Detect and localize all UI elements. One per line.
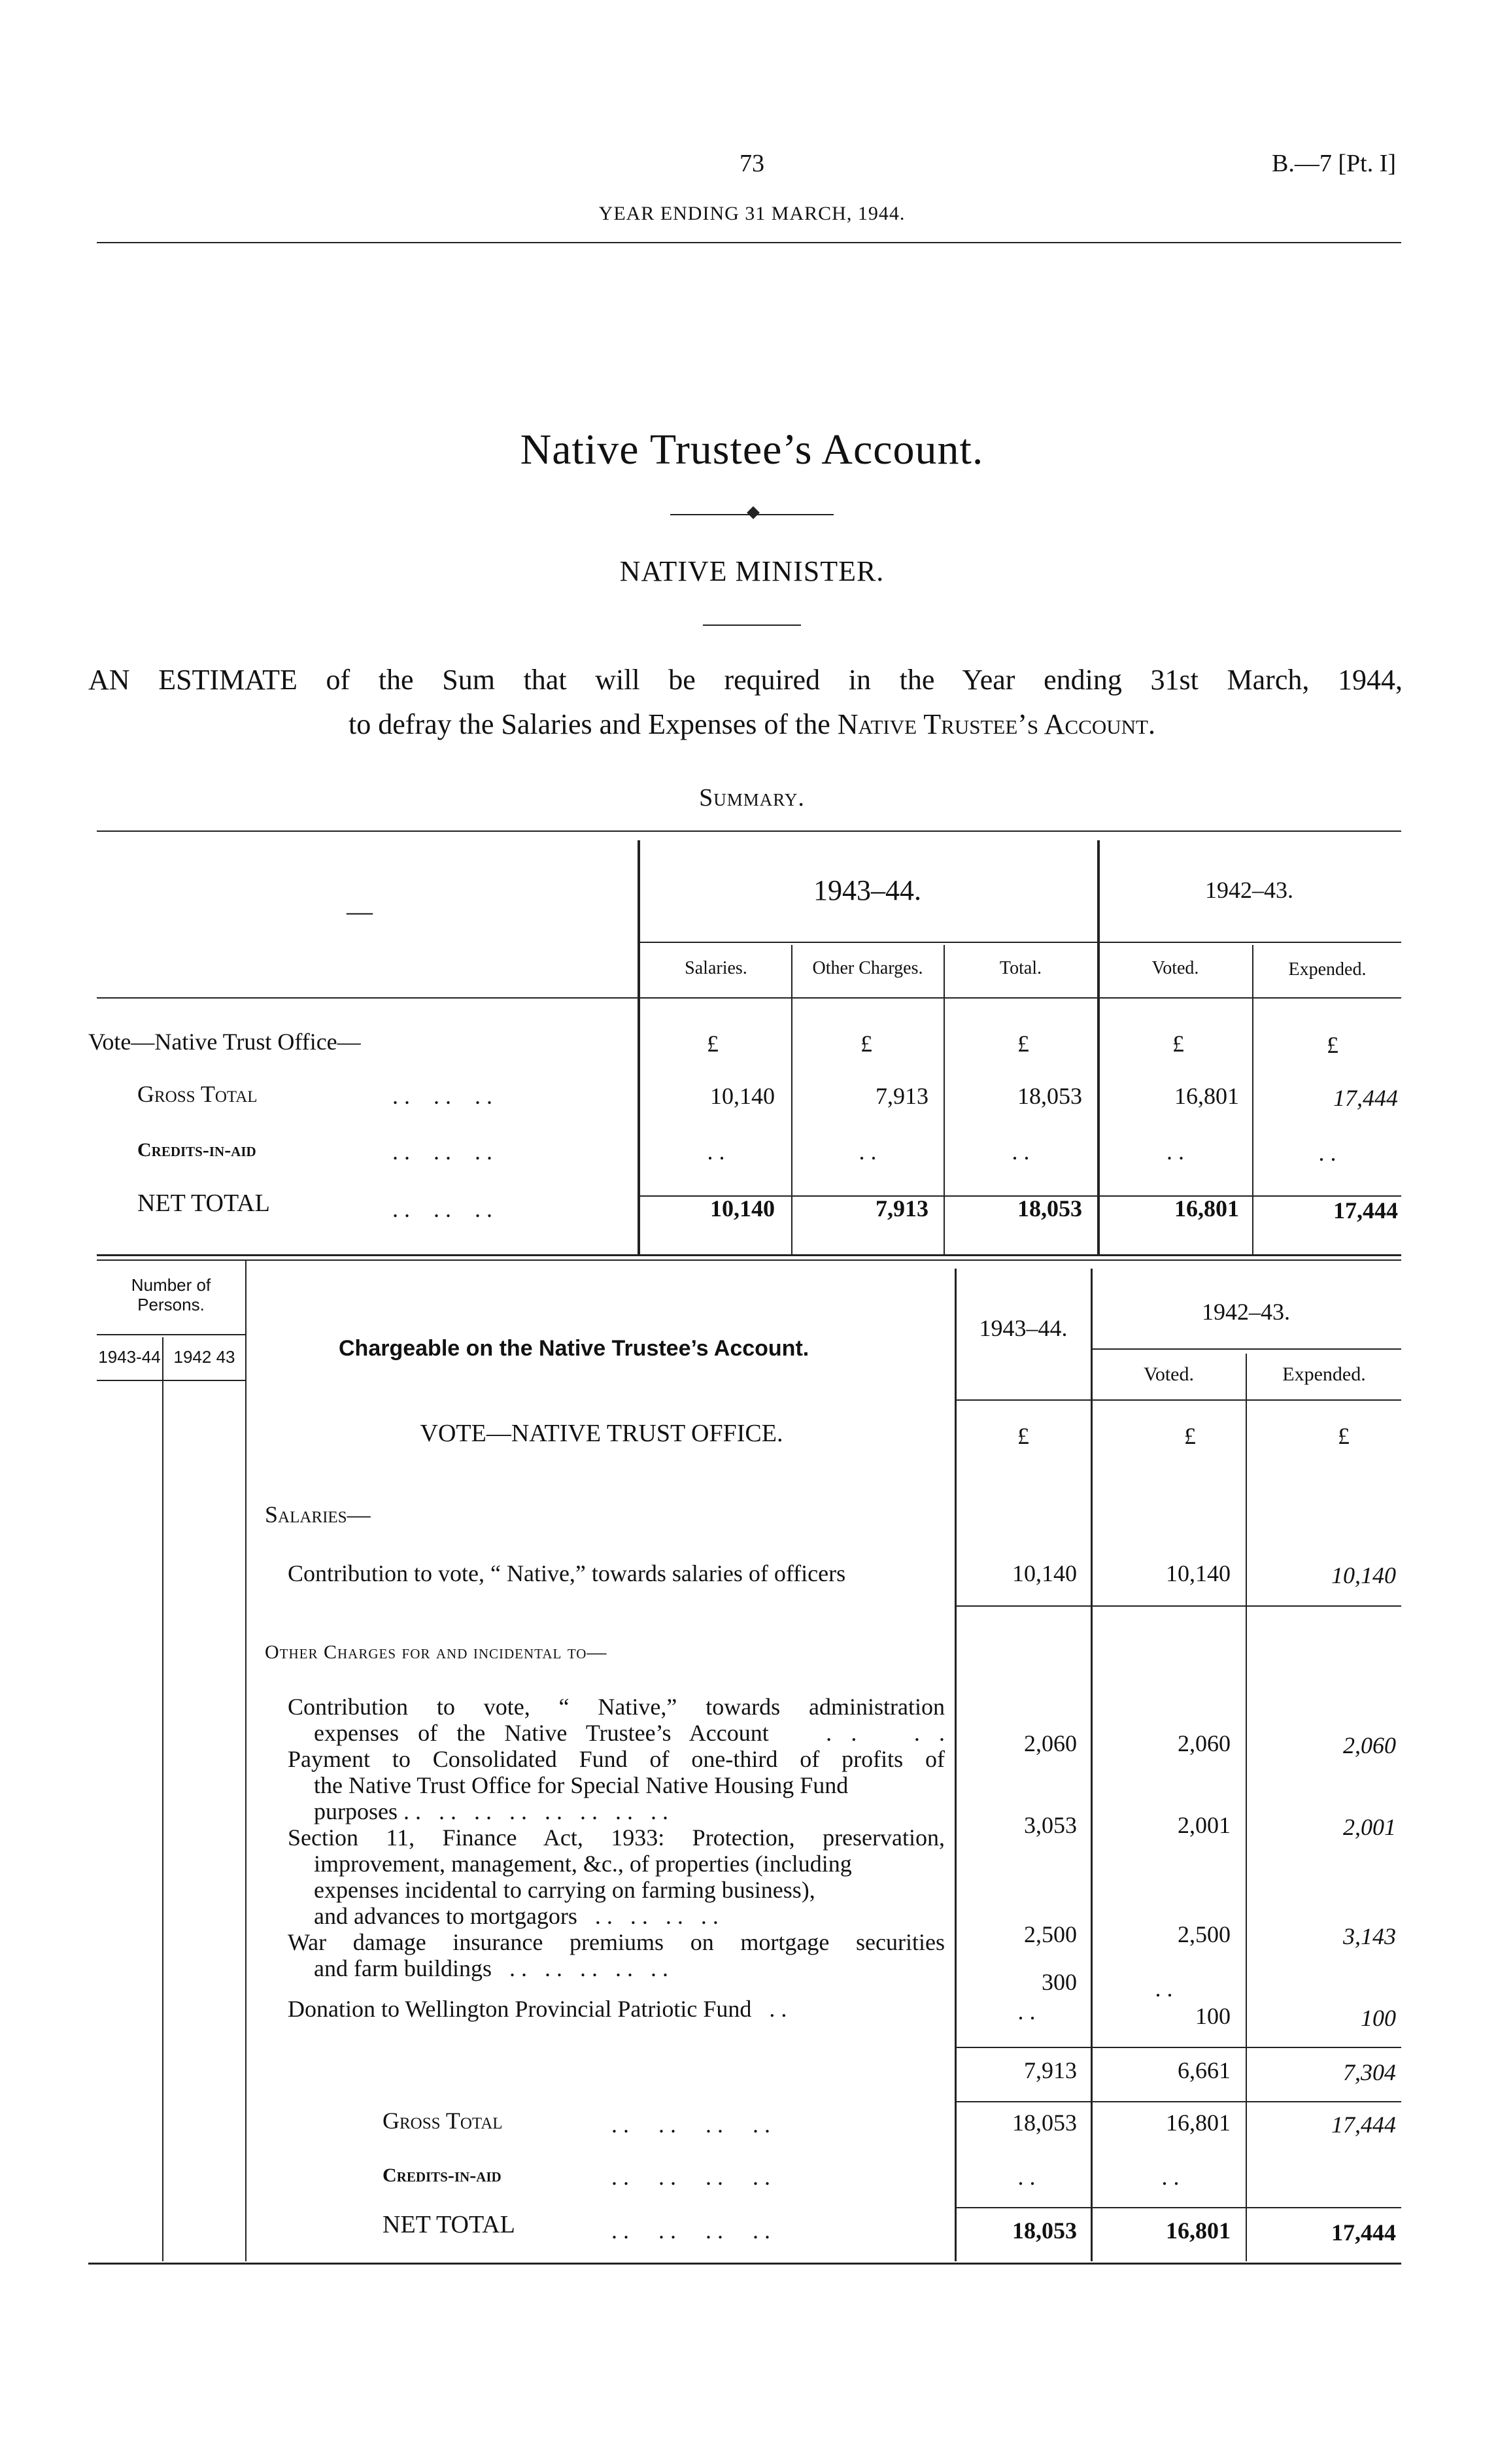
num-col-previous: 1942 43 <box>173 1347 235 1367</box>
summary-col-other: Other Charges. <box>812 958 923 978</box>
summary-cell-total: 18,053 <box>1017 1195 1082 1222</box>
minister-rule <box>703 625 801 626</box>
other-item-line: Section 11, Finance Act, 1933: Protection, preservation, <box>288 1824 945 1851</box>
salaries-expended: 10,140 <box>1331 1562 1396 1588</box>
summary-vote-label: Vote—Native Trust Office— <box>88 1029 361 1055</box>
other-item-line: improvement, management, &c., of properties (including <box>314 1851 852 1877</box>
detail-pound-expended: £ <box>1338 1423 1350 1449</box>
other-item <box>288 1694 945 1746</box>
other-item-voted: 2,060 <box>1178 1730 1231 1756</box>
page-number: 73 <box>740 150 764 177</box>
other-item-current: 2,060 <box>1024 1730 1077 1756</box>
summary-pound-voted: £ <box>1172 1031 1184 1057</box>
detail-pound-current: £ <box>1017 1423 1029 1449</box>
summary-pound-other: £ <box>860 1031 872 1057</box>
summary-cell-salaries: . . <box>707 1138 725 1165</box>
detail-year-current: 1943–44. <box>979 1315 1068 1341</box>
summary-pound-expended: £ <box>1327 1032 1338 1058</box>
other-item-line: the Native Trust Office for Special Native Housing Fund <box>314 1772 849 1798</box>
detail-total-label: Gross Total <box>383 2108 503 2134</box>
num-col-current: 1943-44 <box>98 1347 161 1367</box>
detail-pound-voted: £ <box>1184 1423 1196 1449</box>
summary-pound-total: £ <box>1017 1031 1029 1057</box>
summary-row-label: Credits-in-aid <box>137 1139 256 1161</box>
detail-total-current: . . <box>1017 2164 1036 2190</box>
detail-total-expended: 17,444 <box>1331 2112 1396 2138</box>
detail-col-voted: Voted. <box>1144 1363 1194 1385</box>
subtotal-expended: 7,304 <box>1343 2059 1396 2085</box>
summary-cell-total: 18,053 <box>1017 1083 1082 1109</box>
detail-total-current: 18,053 <box>1012 2110 1077 2136</box>
other-item-current: . . <box>1017 1998 1036 2025</box>
detail-col-expended: Expended. <box>1282 1363 1366 1385</box>
other-item-line: and farm buildings . . . . . . . . . . <box>314 1955 668 1981</box>
other-item-line: Contribution to vote, “ Native,” towards administration <box>288 1694 945 1720</box>
intro-line-2-account: Native Trustee’s Account. <box>837 708 1155 740</box>
detail-total-current: 18,053 <box>1012 2217 1077 2244</box>
summary-row-label: NET TOTAL <box>137 1189 270 1217</box>
detail-total-leader: . . . . . . . . <box>611 2164 770 2190</box>
other-item-line: War damage insurance premiums on mortgage securities <box>288 1929 945 1955</box>
other-item-line: expenses of the Native Trustee’s Account . . . . <box>314 1720 945 1746</box>
other-item-expended: 2,060 <box>1343 1732 1396 1758</box>
other-item-voted: 2,500 <box>1178 1921 1231 1947</box>
detail-total-label: Credits-in-aid <box>383 2165 502 2186</box>
other-item-expended: 100 <box>1361 2005 1396 2031</box>
summary-row-label: Gross Total <box>137 1081 258 1107</box>
detail-year-previous: 1942–43. <box>1202 1299 1290 1325</box>
other-item <box>288 1929 945 1981</box>
detail-total-label: NET TOTAL <box>383 2211 515 2238</box>
chargeable-heading: Chargeable on the Native Trustee’s Account. <box>339 1336 809 1361</box>
summary-blank-label: — <box>347 897 373 926</box>
detail-total-expended: 17,444 <box>1331 2219 1396 2246</box>
other-item-expended: 2,001 <box>1343 1814 1396 1840</box>
summary-cell-voted: 16,801 <box>1174 1083 1239 1109</box>
summary-cell-other: 7,913 <box>876 1083 928 1109</box>
num-persons-heading: Number of Persons. <box>131 1275 211 1314</box>
subtotal-current: 7,913 <box>1024 2057 1077 2083</box>
subtotal-voted: 6,661 <box>1178 2057 1231 2083</box>
salaries-current: 10,140 <box>1012 1560 1077 1586</box>
detail-total-voted: 16,801 <box>1166 2110 1231 2136</box>
summary-year-previous: 1942–43. <box>1205 877 1293 903</box>
page-title: Native Trustee’s Account. <box>520 426 984 473</box>
salaries-heading: Salaries— <box>265 1501 371 1528</box>
salaries-item: Contribution to vote, “ Native,” towards salaries of officers <box>288 1560 846 1586</box>
summary-col-salaries: Salaries. <box>685 958 747 978</box>
other-item-expended: 3,143 <box>1343 1923 1396 1949</box>
summary-pound-salaries: £ <box>707 1031 719 1057</box>
title-ornament <box>670 514 834 517</box>
detail-total-leader: . . . . . . . . <box>611 2217 770 2244</box>
other-item-line: Donation to Wellington Provincial Patriotic Fund . . <box>288 1996 787 2022</box>
intro-line-2 <box>98 708 1406 741</box>
other-item-current: 3,053 <box>1024 1812 1077 1838</box>
summary-year-current: 1943–44. <box>813 874 921 906</box>
detail-total-voted: . . <box>1161 2164 1180 2190</box>
other-charges-heading: Other Charges for and incidental to— <box>265 1641 607 1663</box>
other-item-current: 300 <box>1042 1969 1077 1995</box>
other-item-line: and advances to mortgagors . . . . . . . . <box>314 1903 719 1929</box>
summary-cell-expended: 17,444 <box>1333 1197 1398 1223</box>
summary-cell-salaries: 10,140 <box>710 1083 775 1109</box>
intro-line-2-prefix: to defray the Salaries and Expenses of the <box>349 708 830 740</box>
summary-cell-salaries: 10,140 <box>710 1195 775 1222</box>
summary-heading: Summary. <box>699 784 805 812</box>
detail-total-leader: . . . . . . . . <box>611 2112 770 2138</box>
summary-cell-voted: 16,801 <box>1174 1195 1239 1222</box>
other-item-voted: . . <box>1155 1976 1173 2002</box>
other-item-voted: 100 <box>1195 2003 1231 2029</box>
summary-col-expended: Expended. <box>1288 959 1367 980</box>
salaries-voted: 10,140 <box>1166 1560 1231 1586</box>
page-reference: B.—7 [Pt. I] <box>1272 150 1396 177</box>
minister-heading: NATIVE MINISTER. <box>619 555 885 587</box>
other-item <box>288 1746 945 1824</box>
detail-total-voted: 16,801 <box>1166 2217 1231 2244</box>
summary-row-leader: . . . . . . <box>392 1196 492 1222</box>
summary-cell-expended: . . <box>1318 1140 1336 1166</box>
other-item <box>288 1824 945 1929</box>
intro-line-1: AN ESTIMATE of the Sum that will be required in the Year ending 31st March, 1944, <box>88 664 1403 696</box>
summary-col-total: Total. <box>999 958 1042 978</box>
summary-cell-other: . . <box>859 1138 877 1165</box>
summary-cell-expended: 17,444 <box>1333 1085 1398 1111</box>
summary-row-leader: . . . . . . <box>392 1138 492 1165</box>
summary-cell-other: 7,913 <box>876 1195 928 1222</box>
other-item-line: purposes . . . . . . . . . . . . . . . . <box>314 1798 668 1824</box>
other-item-current: 2,500 <box>1024 1921 1077 1947</box>
summary-row-leader: . . . . . . <box>392 1083 492 1109</box>
header-rule <box>97 242 1401 243</box>
other-item-line: expenses incidental to carrying on farming business), <box>314 1877 815 1903</box>
other-item-line: Payment to Consolidated Fund of one-third of profits of <box>288 1746 945 1772</box>
other-item <box>288 1996 945 2022</box>
summary-cell-total: . . <box>1012 1138 1030 1165</box>
page-subtitle: YEAR ENDING 31 MARCH, 1944. <box>598 203 906 224</box>
summary-cell-voted: . . <box>1166 1138 1184 1165</box>
vote-title: VOTE—NATIVE TRUST OFFICE. <box>420 1420 783 1447</box>
summary-col-voted: Voted. <box>1151 958 1199 978</box>
other-item-voted: 2,001 <box>1178 1812 1231 1838</box>
